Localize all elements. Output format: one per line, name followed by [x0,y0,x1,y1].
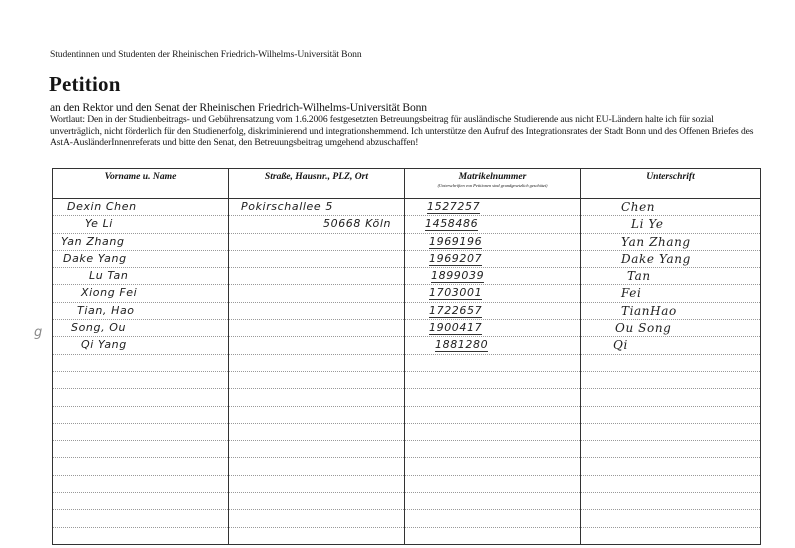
signer-matrikel: 1899039 [431,269,485,283]
table-cell-name [53,250,229,267]
table-cell-matrikel [405,354,581,371]
table-cell-address [229,354,405,371]
signer-address: Pokirschallee 5 [241,200,333,213]
signer-name: Tian, Hao [77,303,135,317]
table-row [53,337,761,354]
table-cell-signature [581,216,761,233]
table-cell-matrikel [405,268,581,285]
header-matrikel-note: (Unterschriften von Petitionen sind grundgesetzlich geschützt) [437,183,548,188]
table-cell-matrikel [405,423,581,440]
table-cell-matrikel [405,493,581,510]
table-row [53,510,761,527]
table-cell-matrikel [405,371,581,388]
table-row [53,527,761,544]
table-row [53,320,761,337]
table-cell-address [229,302,405,319]
table-row [53,354,761,371]
table-row [53,475,761,492]
table-row [53,441,761,458]
signer-signature: Qi [613,338,628,353]
table-cell-matrikel [405,527,581,544]
table-cell-address [229,268,405,285]
table-cell-name [53,441,229,458]
table-cell-signature [581,337,761,354]
table-cell-address [229,475,405,492]
signer-matrikel: 1703001 [429,286,483,300]
table-cell-name [53,302,229,319]
header-address: Straße, Hausnr., PLZ, Ort [229,169,405,199]
table-cell-address [229,493,405,510]
table-cell-name [53,268,229,285]
table-cell-signature [581,354,761,371]
margin-mark: g [34,325,43,340]
signer-name: Dake Yang [63,251,127,265]
table-cell-address [229,458,405,475]
signer-address: 50668 Köln [323,217,392,231]
table-cell-name [53,233,229,250]
signature-table [52,168,761,545]
signer-name: Dexin Chen [67,200,137,213]
subtitle: an den Rektor und den Senat der Rheinischen Friedrich-Wilhelms-Universität Bonn [50,101,427,114]
table-cell-matrikel [405,475,581,492]
signer-signature: Dake Yang [621,251,691,266]
signer-name: Lu Tan [89,269,129,283]
table-row [53,493,761,510]
table-cell-address [229,216,405,233]
table-row [53,199,761,216]
table-cell-signature [581,233,761,250]
signer-matrikel: 1881280 [435,338,489,352]
table-cell-address [229,389,405,406]
table-cell-address [229,233,405,250]
table-row [53,285,761,302]
table-cell-signature [581,527,761,544]
table-cell-signature [581,302,761,319]
signer-name: Ye Li [85,217,113,231]
table-row [53,250,761,267]
petition-text: Wortlaut: Den in der Studienbeitrags- und Gebührensatzung vom 1.6.2006 festgesetzten Betreuungsbeitrag für ausländische Studierende aus nicht EU-Ländern halte ich für sozial unverträglich, nicht förderlich für den Studienerfolg, diskriminierend und integrationshemmend. Ich unterstütze den Aufruf des Integrationsrates der Stadt Bonn und des Offenen Briefes des AstA-AusländerInnenreferats und bitte den Senat, den Betreuungsbeitrag umgehend abzuschaffen! [50,114,754,149]
signer-name: Xiong Fei [81,286,138,300]
signer-signature: Tan [627,269,651,284]
table-cell-address [229,337,405,354]
table-cell-signature [581,441,761,458]
table-cell-address [229,285,405,302]
table-cell-address [229,423,405,440]
table-row [53,216,761,233]
table-cell-matrikel [405,250,581,267]
table-cell-matrikel [405,199,581,216]
table-cell-name [53,285,229,302]
table-cell-name [53,510,229,527]
table-cell-name [53,337,229,354]
table-cell-signature [581,268,761,285]
table-cell-matrikel [405,441,581,458]
table-row [53,389,761,406]
signer-matrikel: 1969207 [429,251,483,265]
header-name: Vorname u. Name [53,169,229,199]
table-cell-matrikel [405,337,581,354]
table-row [53,302,761,319]
table-row [53,371,761,388]
table-cell-address [229,250,405,267]
table-cell-name [53,216,229,233]
table-cell-address [229,406,405,423]
table-cell-signature [581,371,761,388]
table-cell-signature [581,389,761,406]
table-row [53,423,761,440]
table-cell-matrikel [405,389,581,406]
table-cell-signature [581,475,761,492]
table-cell-address [229,441,405,458]
table-cell-name [53,493,229,510]
table-cell-signature [581,250,761,267]
table-cell-matrikel [405,285,581,302]
table-cell-signature [581,285,761,302]
signer-name: Qi Yang [81,338,127,352]
table-cell-signature [581,458,761,475]
table-cell-signature [581,510,761,527]
table-cell-name [53,458,229,475]
table-cell-matrikel [405,510,581,527]
table-row [53,268,761,285]
table-cell-matrikel [405,320,581,337]
signer-matrikel: 1527257 [427,200,481,213]
signer-signature: Fei [621,286,642,301]
table-cell-address [229,527,405,544]
signer-matrikel: 1969196 [429,234,483,248]
table-cell-name [53,389,229,406]
signer-signature: Li Ye [631,217,664,232]
table-cell-name [53,423,229,440]
table-cell-name [53,199,229,216]
signer-signature: Yan Zhang [621,234,691,249]
table-row [53,458,761,475]
table-row [53,406,761,423]
table-cell-matrikel [405,302,581,319]
signer-signature: TianHao [621,303,677,318]
table-cell-name [53,371,229,388]
header-line: Studentinnen und Studenten der Rheinischen Friedrich-Wilhelms-Universität Bonn [50,49,362,60]
table-cell-address [229,371,405,388]
table-cell-name [53,354,229,371]
table-cell-matrikel [405,458,581,475]
table-cell-signature [581,423,761,440]
table-row [53,233,761,250]
table-cell-name [53,406,229,423]
header-signature: Unterschrift [581,169,761,199]
signer-signature: Chen [621,200,656,214]
table-cell-name [53,475,229,492]
page-title: Petition [49,72,121,96]
signer-signature: Ou Song [615,321,672,336]
table-cell-name [53,320,229,337]
header-matrikel: Matrikelnummer (Unterschriften von Petitionen sind grundgesetzlich geschützt) [405,169,581,199]
table-header-row [53,169,761,199]
table-cell-signature [581,320,761,337]
table-cell-address [229,510,405,527]
table-cell-matrikel [405,233,581,250]
table-cell-signature [581,493,761,510]
table-cell-address [229,199,405,216]
table-cell-matrikel [405,406,581,423]
table-cell-matrikel [405,216,581,233]
table-cell-name [53,527,229,544]
table-cell-signature [581,199,761,216]
signer-name: Song, Ou [71,321,127,335]
signer-matrikel: 1722657 [429,303,483,317]
signer-matrikel: 1458486 [425,217,479,231]
table-cell-signature [581,406,761,423]
table-cell-address [229,320,405,337]
signer-matrikel: 1900417 [429,321,483,335]
signer-name: Yan Zhang [61,234,125,248]
